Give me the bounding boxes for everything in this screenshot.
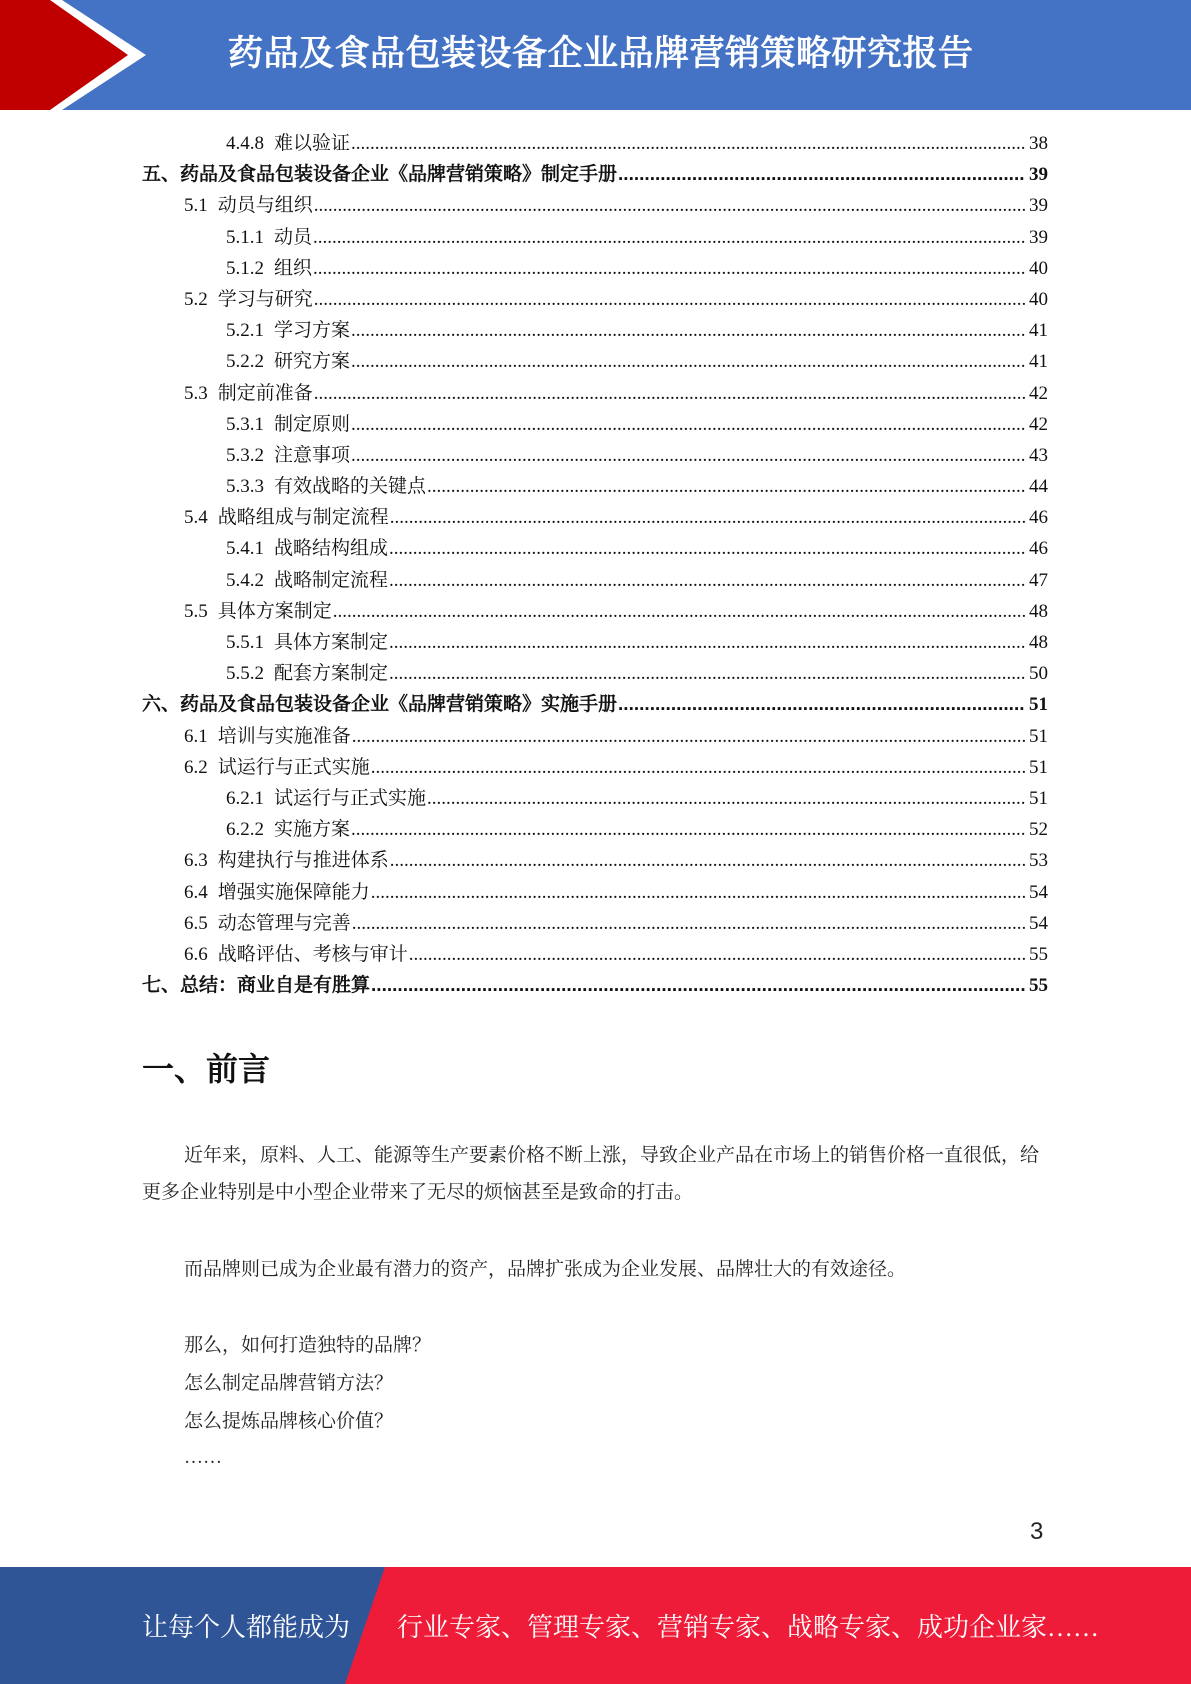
toc-entry-number: 七、 <box>142 975 181 997</box>
question-line: 怎么提炼品牌核心价值？ <box>184 1411 394 1432</box>
toc-page-number: 46 <box>1029 538 1048 560</box>
toc-entry[interactable] <box>142 284 1048 315</box>
toc-leader-dots <box>351 409 1025 440</box>
toc-entry-title: 试运行与正式实施 <box>274 787 427 809</box>
toc-entry-number: 5.3.1 <box>226 413 264 435</box>
toc-leader-dots <box>351 346 1025 377</box>
toc-page-number: 41 <box>1029 351 1048 373</box>
toc-entry-number: 5.3.2 <box>226 444 264 466</box>
toc-page-number: 51 <box>1029 725 1048 747</box>
ellipsis-line: …… <box>184 1447 222 1468</box>
toc-entry[interactable] <box>142 409 1048 440</box>
toc-entry[interactable] <box>142 752 1048 783</box>
toc-entry[interactable] <box>142 315 1048 346</box>
toc-entry[interactable] <box>142 253 1048 284</box>
toc-entry-number: 五、 <box>142 164 181 186</box>
toc-entry[interactable] <box>142 222 1048 253</box>
toc-leader-dots <box>389 627 1025 658</box>
toc-entry-title: 药品及食品包装设备企业《品牌营销策略》实施手册 <box>180 694 618 716</box>
toc-page-number: 40 <box>1029 288 1048 310</box>
toc-entry-title: 难以验证 <box>274 133 351 154</box>
toc-entry-number: 5.5.1 <box>226 632 264 653</box>
toc-entry-number: 5.2 <box>184 288 208 310</box>
report-title: 药品及食品包装设备企业品牌营销策略研究报告 <box>228 34 974 73</box>
toc-entry-number: 6.3 <box>184 850 208 872</box>
toc-entry-title: 学习与研究 <box>217 288 313 310</box>
toc-entry[interactable] <box>142 939 1048 970</box>
toc-entry-number: 6.5 <box>184 912 208 934</box>
toc-leader-dots <box>314 378 1025 409</box>
toc-leader-dots <box>371 752 1025 783</box>
toc-entry[interactable] <box>142 627 1048 658</box>
toc-entry[interactable] <box>142 471 1048 502</box>
toc-page-number: 55 <box>1029 943 1048 965</box>
toc-entry-title: 药品及食品包装设备企业《品牌营销策略》制定手册 <box>180 164 618 186</box>
toc-page-number: 55 <box>1029 975 1048 997</box>
paragraph: 而品牌则已成为企业最有潜力的资产，品牌扩张成为企业发展、品牌壮大的有效途径。 <box>184 1259 907 1280</box>
toc-entry-title: 试运行与正式实施 <box>217 756 370 778</box>
toc-page-number: 43 <box>1029 444 1048 466</box>
toc-entry-number: 6.1 <box>184 725 208 747</box>
toc-entry-number: 6.2.2 <box>226 819 264 841</box>
toc-entry-number: 5.4.1 <box>226 538 264 560</box>
toc-page-number: 53 <box>1029 850 1048 872</box>
toc-leader-dots <box>389 565 1025 596</box>
toc-entry[interactable] <box>142 378 1048 409</box>
toc-leader-dots <box>314 284 1025 315</box>
toc-page-number: 52 <box>1029 819 1048 841</box>
toc-entry-title: 培训与实施准备 <box>217 725 351 747</box>
toc-leader-dots <box>333 596 1025 627</box>
toc-entry[interactable] <box>142 845 1048 876</box>
toc-entry-title: 战略制定流程 <box>274 569 389 591</box>
toc-entry[interactable] <box>142 814 1048 845</box>
toc-entry-number: 5.1.2 <box>226 257 264 279</box>
toc-leader-dots <box>313 253 1025 284</box>
toc-leader-dots <box>618 689 1025 720</box>
toc-entry-number: 5.4.2 <box>226 569 264 591</box>
toc-leader-dots <box>389 658 1025 689</box>
toc-page-number: 51 <box>1029 756 1048 778</box>
toc-entry[interactable] <box>142 689 1048 720</box>
toc-entry[interactable] <box>142 346 1048 377</box>
toc-entry-title: 实施方案 <box>274 819 351 841</box>
toc-page-number: 42 <box>1029 413 1048 435</box>
toc-entry-number: 5.4 <box>184 507 208 529</box>
toc-entry-title: 有效战略的关键点 <box>274 476 427 498</box>
toc-page-number: 42 <box>1029 382 1048 404</box>
toc-leader-dots <box>390 502 1025 533</box>
toc-entry[interactable] <box>142 658 1048 689</box>
toc-entry-title: 战略评估、考核与审计 <box>217 943 408 965</box>
toc-entry-title: 增强实施保障能力 <box>217 881 370 903</box>
toc-entry[interactable] <box>142 721 1048 752</box>
toc-leader-dots <box>409 939 1025 970</box>
toc-entry-title: 学习方案 <box>274 320 351 342</box>
toc-leader-dots <box>427 471 1025 502</box>
toc-entry[interactable] <box>142 502 1048 533</box>
toc-entry-number: 6.6 <box>184 943 208 965</box>
toc-entry[interactable] <box>142 190 1048 221</box>
toc-entry-title: 具体方案制定 <box>274 632 389 653</box>
toc-page-number: 46 <box>1029 507 1048 529</box>
toc-leader-dots <box>351 315 1025 346</box>
toc-page-number: 40 <box>1029 257 1048 279</box>
toc-page-number: 44 <box>1029 476 1048 498</box>
toc-page-number: 48 <box>1029 600 1048 622</box>
toc-leader-dots <box>313 222 1025 253</box>
toc-page-number: 51 <box>1029 787 1048 809</box>
toc-leader-dots <box>351 440 1025 471</box>
toc-entry[interactable] <box>142 970 1048 1001</box>
toc-leader-dots <box>351 814 1025 845</box>
toc-entry-number: 5.1.1 <box>226 226 264 248</box>
toc-leader-dots <box>352 721 1025 752</box>
toc-entry-number: 5.3.3 <box>226 476 264 498</box>
toc-leader-dots <box>618 159 1025 190</box>
toc-entry-title: 研究方案 <box>274 351 351 373</box>
toc-leader-dots <box>351 128 1025 159</box>
toc-page-number: 51 <box>1029 694 1048 716</box>
page-number: 3 <box>1030 1518 1044 1545</box>
toc-entry-title: 战略结构组成 <box>274 538 389 560</box>
toc-entry-number: 6.2 <box>184 756 208 778</box>
toc-page-number: 41 <box>1029 320 1048 342</box>
toc-leader-dots <box>390 845 1025 876</box>
toc-page-number: 48 <box>1029 632 1048 653</box>
red-arrow-icon <box>0 0 160 110</box>
footer-banner <box>0 1567 1191 1684</box>
toc-page-number: 39 <box>1029 226 1048 248</box>
toc-leader-dots <box>371 877 1025 908</box>
toc-entry-title: 制定前准备 <box>217 382 313 404</box>
toc-page-number: 50 <box>1029 663 1048 685</box>
toc-entry-title: 组织 <box>274 257 313 279</box>
toc-entry-number: 5.2.2 <box>226 351 264 373</box>
toc-entry-title: 配套方案制定 <box>274 663 389 685</box>
toc-entry-title: 动态管理与完善 <box>217 912 351 934</box>
toc-leader-dots <box>427 783 1025 814</box>
toc-entry[interactable] <box>142 565 1048 596</box>
toc-page-number: 39 <box>1029 164 1048 186</box>
toc-entry-number: 5.5 <box>184 600 208 622</box>
toc-leader-dots <box>352 908 1025 939</box>
toc-entry-number: 6.2.1 <box>226 787 264 809</box>
table-of-contents <box>142 128 1048 1001</box>
toc-entry[interactable] <box>142 596 1048 627</box>
toc-entry-title: 总结：商业自是有胜算 <box>180 975 371 997</box>
toc-page-number: 39 <box>1029 195 1048 217</box>
question-line: 怎么制定品牌营销方法？ <box>184 1373 394 1394</box>
header-banner <box>0 0 1191 110</box>
section-heading: 一、前言 <box>142 1051 271 1087</box>
toc-entry[interactable] <box>142 783 1048 814</box>
toc-entry[interactable] <box>142 159 1048 190</box>
toc-entry[interactable] <box>142 440 1048 471</box>
toc-entry-number: 6.4 <box>184 881 208 903</box>
toc-entry[interactable] <box>142 128 1048 159</box>
question-line: 那么，如何打造独特的品牌？ <box>184 1335 432 1356</box>
footer-slogan-right: 行业专家、管理专家、营销专家、战略专家、成功企业家…… <box>397 1613 1100 1642</box>
toc-entry-number: 六、 <box>142 694 181 716</box>
toc-entry-title: 构建执行与推进体系 <box>217 850 389 872</box>
toc-leader-dots <box>371 970 1025 1001</box>
paragraph: 近年来，原料、人工、能源等生产要素价格不断上涨，导致企业产品在市场上的销售价格一直很低，给更多企业特别是中小型企业带来了无尽的烦恼甚至是致命的打击。 <box>142 1145 1040 1203</box>
toc-entry-number: 5.3 <box>184 382 208 404</box>
toc-entry-number: 4.4.8 <box>226 133 264 154</box>
toc-entry-number: 5.1 <box>184 195 208 217</box>
toc-leader-dots <box>314 190 1025 221</box>
toc-page-number: 47 <box>1029 569 1048 591</box>
toc-entry-title: 动员 <box>274 226 313 248</box>
toc-entry-title: 制定原则 <box>274 413 351 435</box>
toc-entry-title: 注意事项 <box>274 444 351 466</box>
toc-page-number: 38 <box>1029 133 1048 154</box>
toc-entry-number: 5.2.1 <box>226 320 264 342</box>
toc-entry-title: 战略组成与制定流程 <box>217 507 389 529</box>
toc-page-number: 54 <box>1029 881 1048 903</box>
toc-entry-title: 具体方案制定 <box>217 600 332 622</box>
toc-entry[interactable] <box>142 877 1048 908</box>
toc-leader-dots <box>389 533 1025 564</box>
toc-entry[interactable] <box>142 533 1048 564</box>
toc-entry-title: 动员与组织 <box>217 195 313 217</box>
toc-entry[interactable] <box>142 908 1048 939</box>
toc-entry-number: 5.5.2 <box>226 663 264 685</box>
toc-page-number: 54 <box>1029 912 1048 934</box>
footer-slogan-left: 让每个人都能成为 <box>142 1613 351 1642</box>
